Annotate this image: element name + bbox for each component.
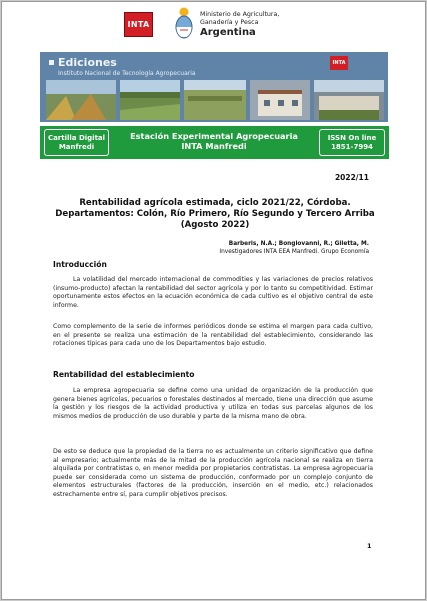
ministry-line-2: Ganadería y Pesca — [200, 19, 259, 26]
ministry-line-3: Argentina — [200, 27, 256, 38]
station-name — [114, 131, 314, 151]
authors-line: Barberis, N.A.; Bongiovanni, R.; Giletta, M. — [228, 241, 369, 247]
document-title — [42, 198, 388, 231]
banner-title: Ediciones — [58, 56, 117, 69]
ministry-line-1: Ministerio de Agricultura, — [200, 11, 280, 18]
intro-paragraph-2: Como complemento de la serie de informes periódicos donde se estima el margen para cada cultivo, en el presente se realiza una estimación de la rentabilidad del establecimiento, considerando las rotaciones típicas para cada uno de los Departamentos bajo estudio. — [53, 323, 373, 348]
banner-inta-logo: INTA — [330, 56, 348, 70]
green-header-bar — [40, 126, 389, 159]
document-number: 2022/11 — [334, 173, 369, 182]
affiliation-line: Investigadores INTA EEA Manfredi. Grupo Economía — [219, 249, 369, 255]
ministry-logo — [174, 6, 304, 42]
cartilla-box — [44, 129, 109, 156]
station-line-2: INTA Manfredi — [181, 141, 247, 151]
page-number: 1 — [367, 542, 372, 550]
banner-subtitle: Instituto Nacional de Tecnología Agropecuaria — [58, 70, 196, 77]
banner-photo-building — [250, 80, 310, 120]
inta-logo: INTA — [124, 12, 153, 37]
title-line-1: Rentabilidad agrícola estimada, ciclo 2021/22, Córdoba. — [79, 198, 351, 208]
cartilla-line-1: Cartilla Digital — [47, 133, 106, 142]
argentina-shield-icon — [174, 6, 194, 40]
document-page — [1, 1, 426, 600]
banner-photo-field — [120, 80, 180, 120]
rent-paragraph-2: De esto se deduce que la propiedad de la tierra no es actualmente un criterio significativo que define al empresario; actualmente más de la mitad de la producción agrícola nacional se realiza en tierra alquilada por contratistas o, en menor medida por propietarios contratistas. La empresa agropecuaria puede ser considerada como un sistema de producción, conformado por un complejo conjunto de elementos estructurales (factores de la producción, inserción en el medio, etc.) relacionados estrechamente entre sí, para cumplir objetivos precisos. — [53, 448, 373, 498]
banner-bullet — [49, 60, 54, 65]
issn-line-1: ISSN On line — [327, 133, 377, 142]
section-heading-rentabilidad: Rentabilidad del establecimiento — [53, 370, 195, 379]
issn-box — [319, 129, 385, 156]
title-line-3: (Agosto 2022) — [180, 220, 250, 230]
issn-line-2: 1851-7994 — [331, 142, 373, 151]
cartilla-line-2: Manfredi — [58, 142, 95, 151]
banner-photo-facility — [314, 80, 384, 120]
station-line-1: Estación Experimental Agropecuaria — [130, 131, 298, 141]
section-heading-introduccion: Introducción — [53, 260, 107, 269]
authors-block — [219, 240, 369, 256]
intro-paragraph-1: La volatilidad del mercado internacional de commodities y las variaciones de precios relativos (insumo-producto) afectan la rentabilidad del sector agrícola y por lo tanto su competitividad. Estimar oportunamente estos efectos en la ecuación económica de cada cultivo es el objetivo central de este informe. — [53, 276, 373, 309]
rent-paragraph-1: La empresa agropecuaria se define como una unidad de organización de la producción que genera bienes agrícolas, pecuarios o forestales destinados al mercado, tiene una dirección que asume la gestión y los riesgos de la actividad productiva y utiliza en todas sus parcelas algunos de los mismos medios de producción de uso durable y parte de la misma mano de obra. — [53, 387, 373, 420]
ediciones-banner — [40, 52, 388, 122]
banner-photo-crop — [46, 80, 116, 120]
banner-photo-pasture — [184, 80, 246, 120]
title-line-2: Departamentos: Colón, Río Primero, Río Segundo y Tercero Arriba — [55, 209, 375, 219]
